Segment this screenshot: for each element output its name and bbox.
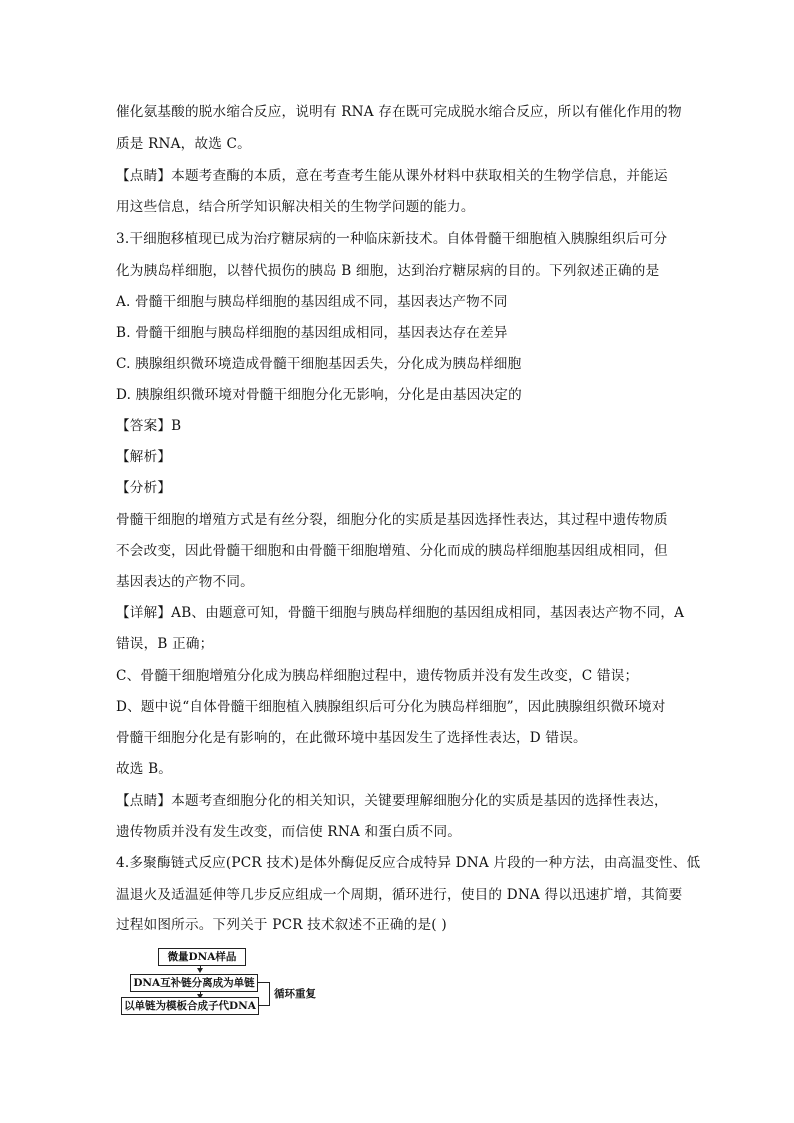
question-3-stem: 化为胰岛样细胞，以替代损伤的胰岛 B 细胞，达到治疗糖尿病的目的。下列叙述正确的是	[116, 263, 660, 279]
answer-label: 【答案】B	[116, 418, 182, 434]
question-4-stem: 4.多聚酶链式反应(PCR 技术)是体外酶促反应合成特异 DNA 片段的一种方法，由高温变性、低	[116, 855, 701, 871]
text-line: 不会改变，因此骨髓干细胞和由骨髓干细胞增殖、分化而成的胰岛样细胞基因组成相同，但	[116, 543, 668, 559]
text-line: 遗传物质并没有发生改变，而信使 RNA 和蛋白质不同。	[116, 824, 462, 840]
loop-connector	[258, 1005, 270, 1006]
loop-label: 循环重复	[274, 988, 316, 1000]
text-line: 【点睛】本题考查细胞分化的相关知识，关键要理解细胞分化的实质是基因的选择性表达，	[116, 793, 668, 809]
loop-connector	[269, 982, 270, 1006]
text-line: D、题中说“自体骨髓干细胞植入胰腺组织后可分化为胰岛样细胞”，因此胰腺组织微环境对	[116, 699, 666, 715]
flow-step-denature: DNA互补链分离成为单链	[130, 974, 258, 992]
text-line: C、骨髓干细胞增殖分化成为胰岛样细胞过程中，遗传物质并没有发生改变，C 错误；	[116, 668, 639, 684]
text-line: 错误，B 正确；	[116, 636, 214, 652]
flow-step-sample: 微量DNA样品	[158, 948, 246, 966]
question-4-stem: 过程如图所示。下列关于 PCR 技术叙述不正确的是( )	[116, 917, 447, 933]
question-3-stem: 3.干细胞移植现已成为治疗糖尿病的一种临床新技术。自体骨髓干细胞植入胰腺组织后可分	[116, 231, 668, 247]
text-line: 质是 RNA，故选 C。	[116, 136, 251, 152]
text-line: 催化氨基酸的脱水缩合反应，说明有 RNA 存在既可完成脱水缩合反应，所以有催化作用的物	[116, 104, 682, 120]
option-b: B. 骨髓干细胞与胰岛样细胞的基因组成相同，基因表达存在差异	[116, 325, 508, 341]
text-line: 用这些信息，结合所学知识解决相关的生物学问题的能力。	[116, 199, 475, 215]
option-d: D. 胰腺组织微环境对骨髓干细胞分化无影响，分化是由基因决定的	[116, 387, 522, 403]
text-line: 基因表达的产物不同。	[116, 574, 254, 590]
question-4-stem: 温退火及适温延伸等几步反应组成一个周期，循环进行，使目的 DNA 得以迅速扩增，其简要	[116, 887, 683, 903]
text-line: 【详解】AB、由题意可知，骨髓干细胞与胰岛样细胞的基因组成相同，基因表达产物不同，A	[116, 605, 685, 621]
option-a: A. 骨髓干细胞与胰岛样细胞的基因组成不同，基因表达产物不同	[116, 294, 508, 310]
flow-step-synthesize: 以单链为模板合成子代DNA	[121, 997, 259, 1015]
text-line: 骨髓干细胞的增殖方式是有丝分裂，细胞分化的实质是基因选择性表达，其过程中遗传物质	[116, 512, 668, 528]
option-c: C. 胰腺组织微环境造成骨髓干细胞基因丢失，分化成为胰岛样细胞	[116, 356, 522, 372]
text-line: 骨髓干细胞分化是有影响的，在此微环境中基因发生了选择性表达，D 错误。	[116, 730, 587, 746]
arrow-down-icon	[197, 968, 203, 973]
text-line: 【点睛】本题考查酶的本质，意在考查考生能从课外材料中获取相关的生物学信息，并能运	[116, 168, 668, 184]
fenxi-heading: 【分析】	[116, 480, 172, 496]
text-line: 故选 B。	[116, 761, 173, 777]
analysis-heading: 【解析】	[116, 449, 172, 465]
